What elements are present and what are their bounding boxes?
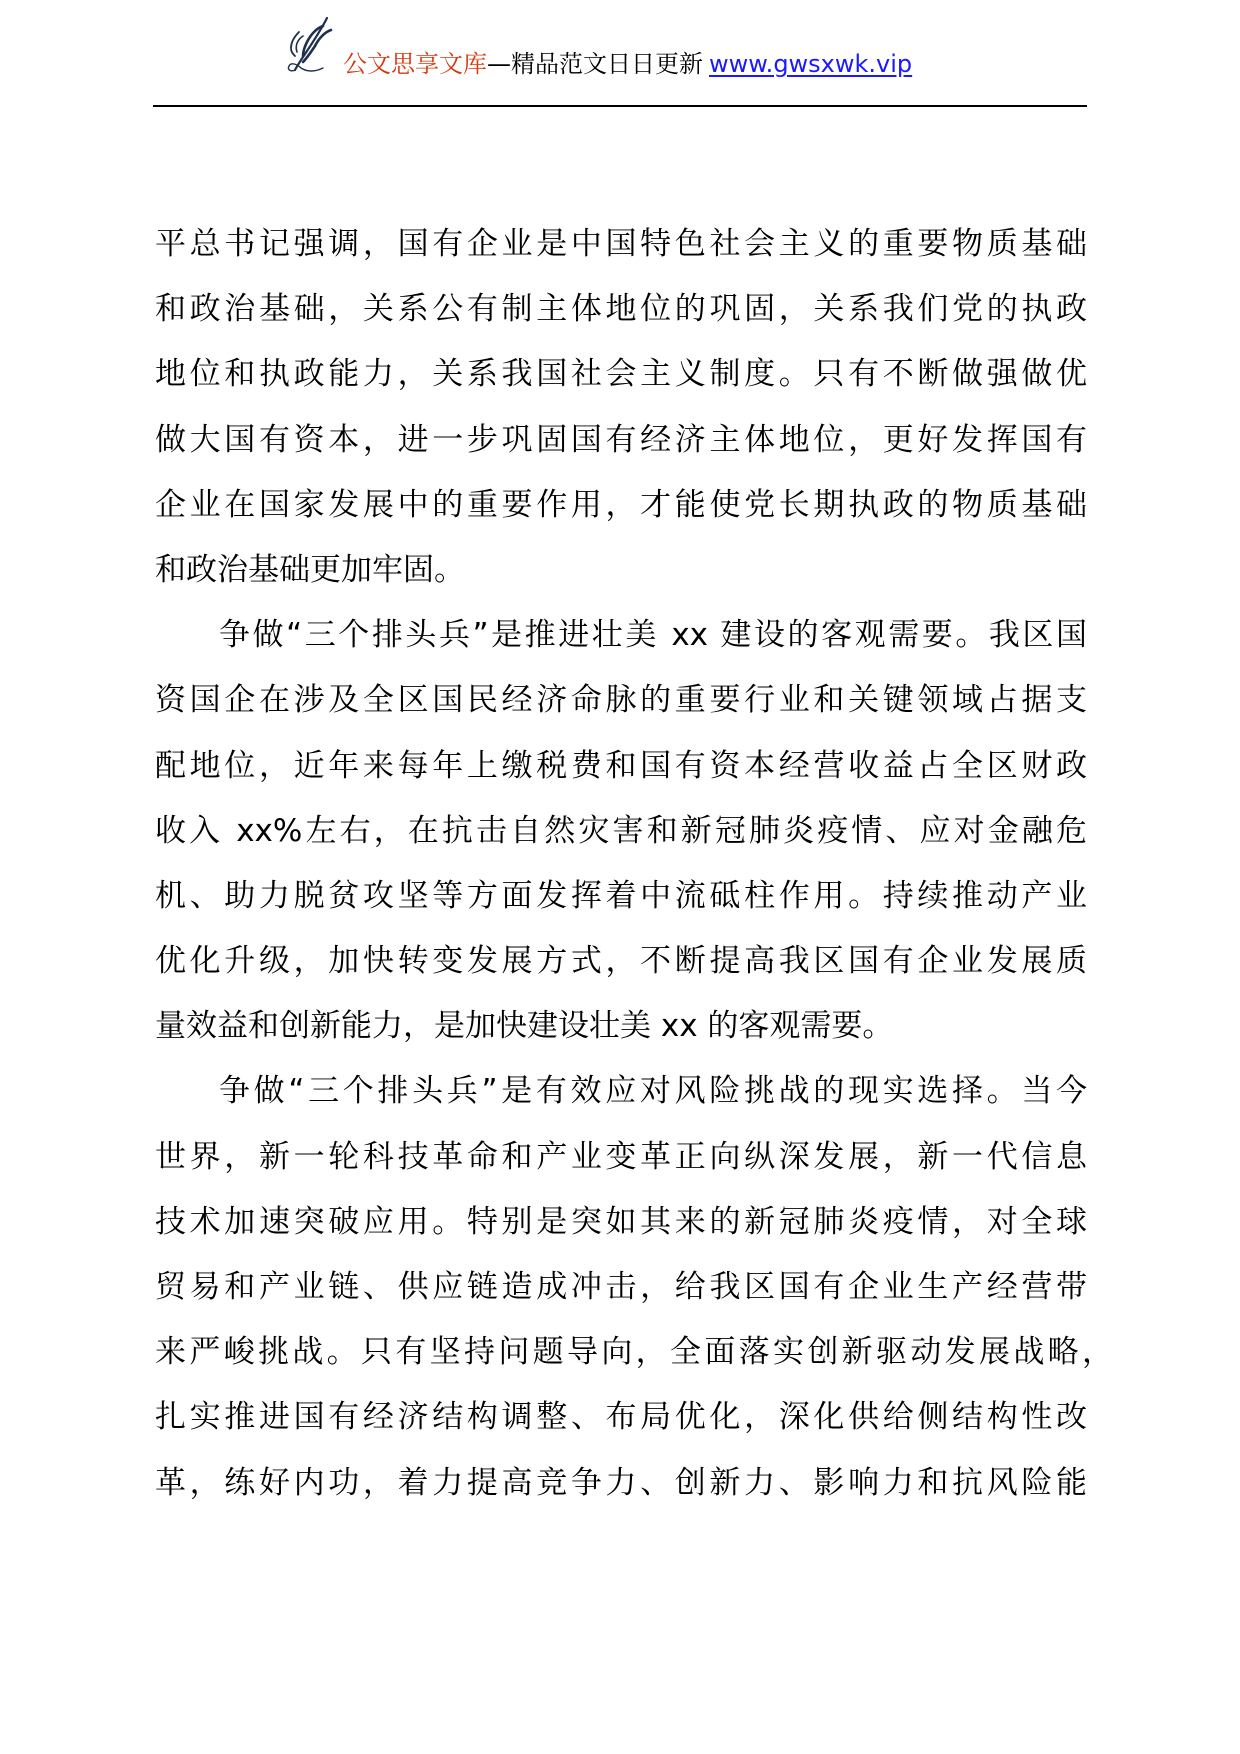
header-divider [153,105,1087,107]
tagline: —精品范文日日更新 [487,50,703,78]
text-line: 配地位，近年来每年上缴税费和国有资本经营收益占全区财政 [155,747,1087,784]
quill-feather-icon [283,16,339,76]
text-line: 收入 xx%左右，在抗击自然灾害和新冠肺炎疫情、应对金融危 [155,812,1087,849]
page-header [0,0,1240,110]
text-line: 争做“三个排头兵”是有效应对风险挑战的现实选择。当今 [219,1073,1087,1110]
text-line: 争做“三个排头兵”是推进壮美 xx 建设的客观需要。我区国 [219,617,1087,654]
text-line: 扎实推进国有经济结构调整、布局优化，深化供给侧结构性改 [155,1399,1087,1436]
text-line: 量效益和创新能力，是加快建设壮美 xx 的客观需要。 [155,1008,894,1045]
text-line: 企业在国家发展中的重要作用，才能使党长期执政的物质基础 [155,486,1087,523]
header-banner [343,47,912,81]
text-line: 世界，新一轮科技革命和产业变革正向纵深发展，新一代信息 [155,1138,1087,1175]
text-line: 技术加速突破应用。特别是突如其来的新冠肺炎疫情，对全球 [155,1203,1087,1240]
text-line: 平总书记强调，国有企业是中国特色社会主义的重要物质基础 [155,226,1087,262]
text-line: 和政治基础，关系公有制主体地位的巩固，关系我们党的执政 [155,291,1087,328]
text-line: 做大国有资本，进一步巩固国有经济主体地位，更好发挥国有 [155,421,1087,458]
text-line: 机、助力脱贫攻坚等方面发挥着中流砥柱作用。持续推动产业 [155,877,1087,914]
text-line: 资国企在涉及全区国民经济命脉的重要行业和关键领域占据支 [155,682,1087,719]
text-line: 贸易和产业链、供应链造成冲击，给我区国有企业生产经营带 [155,1269,1087,1305]
document-body [155,212,1113,1516]
text-line: 来严峻挑战。只有坚持问题导向，全面落实创新驱动发展战略， [155,1334,1113,1371]
site-link[interactable]: www.gwsxwk.vip [709,50,913,78]
text-line: 和政治基础更加牢固。 [155,551,465,588]
text-line: 地位和执政能力，关系我国社会主义制度。只有不断做强做优 [155,356,1087,393]
text-line: 优化升级，加快转变发展方式，不断提高我区国有企业发展质 [155,943,1087,980]
text-line: 革，练好内功，着力提高竞争力、创新力、影响力和抗风险能 [155,1464,1087,1501]
brand-name: 公文思享文库 [343,50,487,78]
